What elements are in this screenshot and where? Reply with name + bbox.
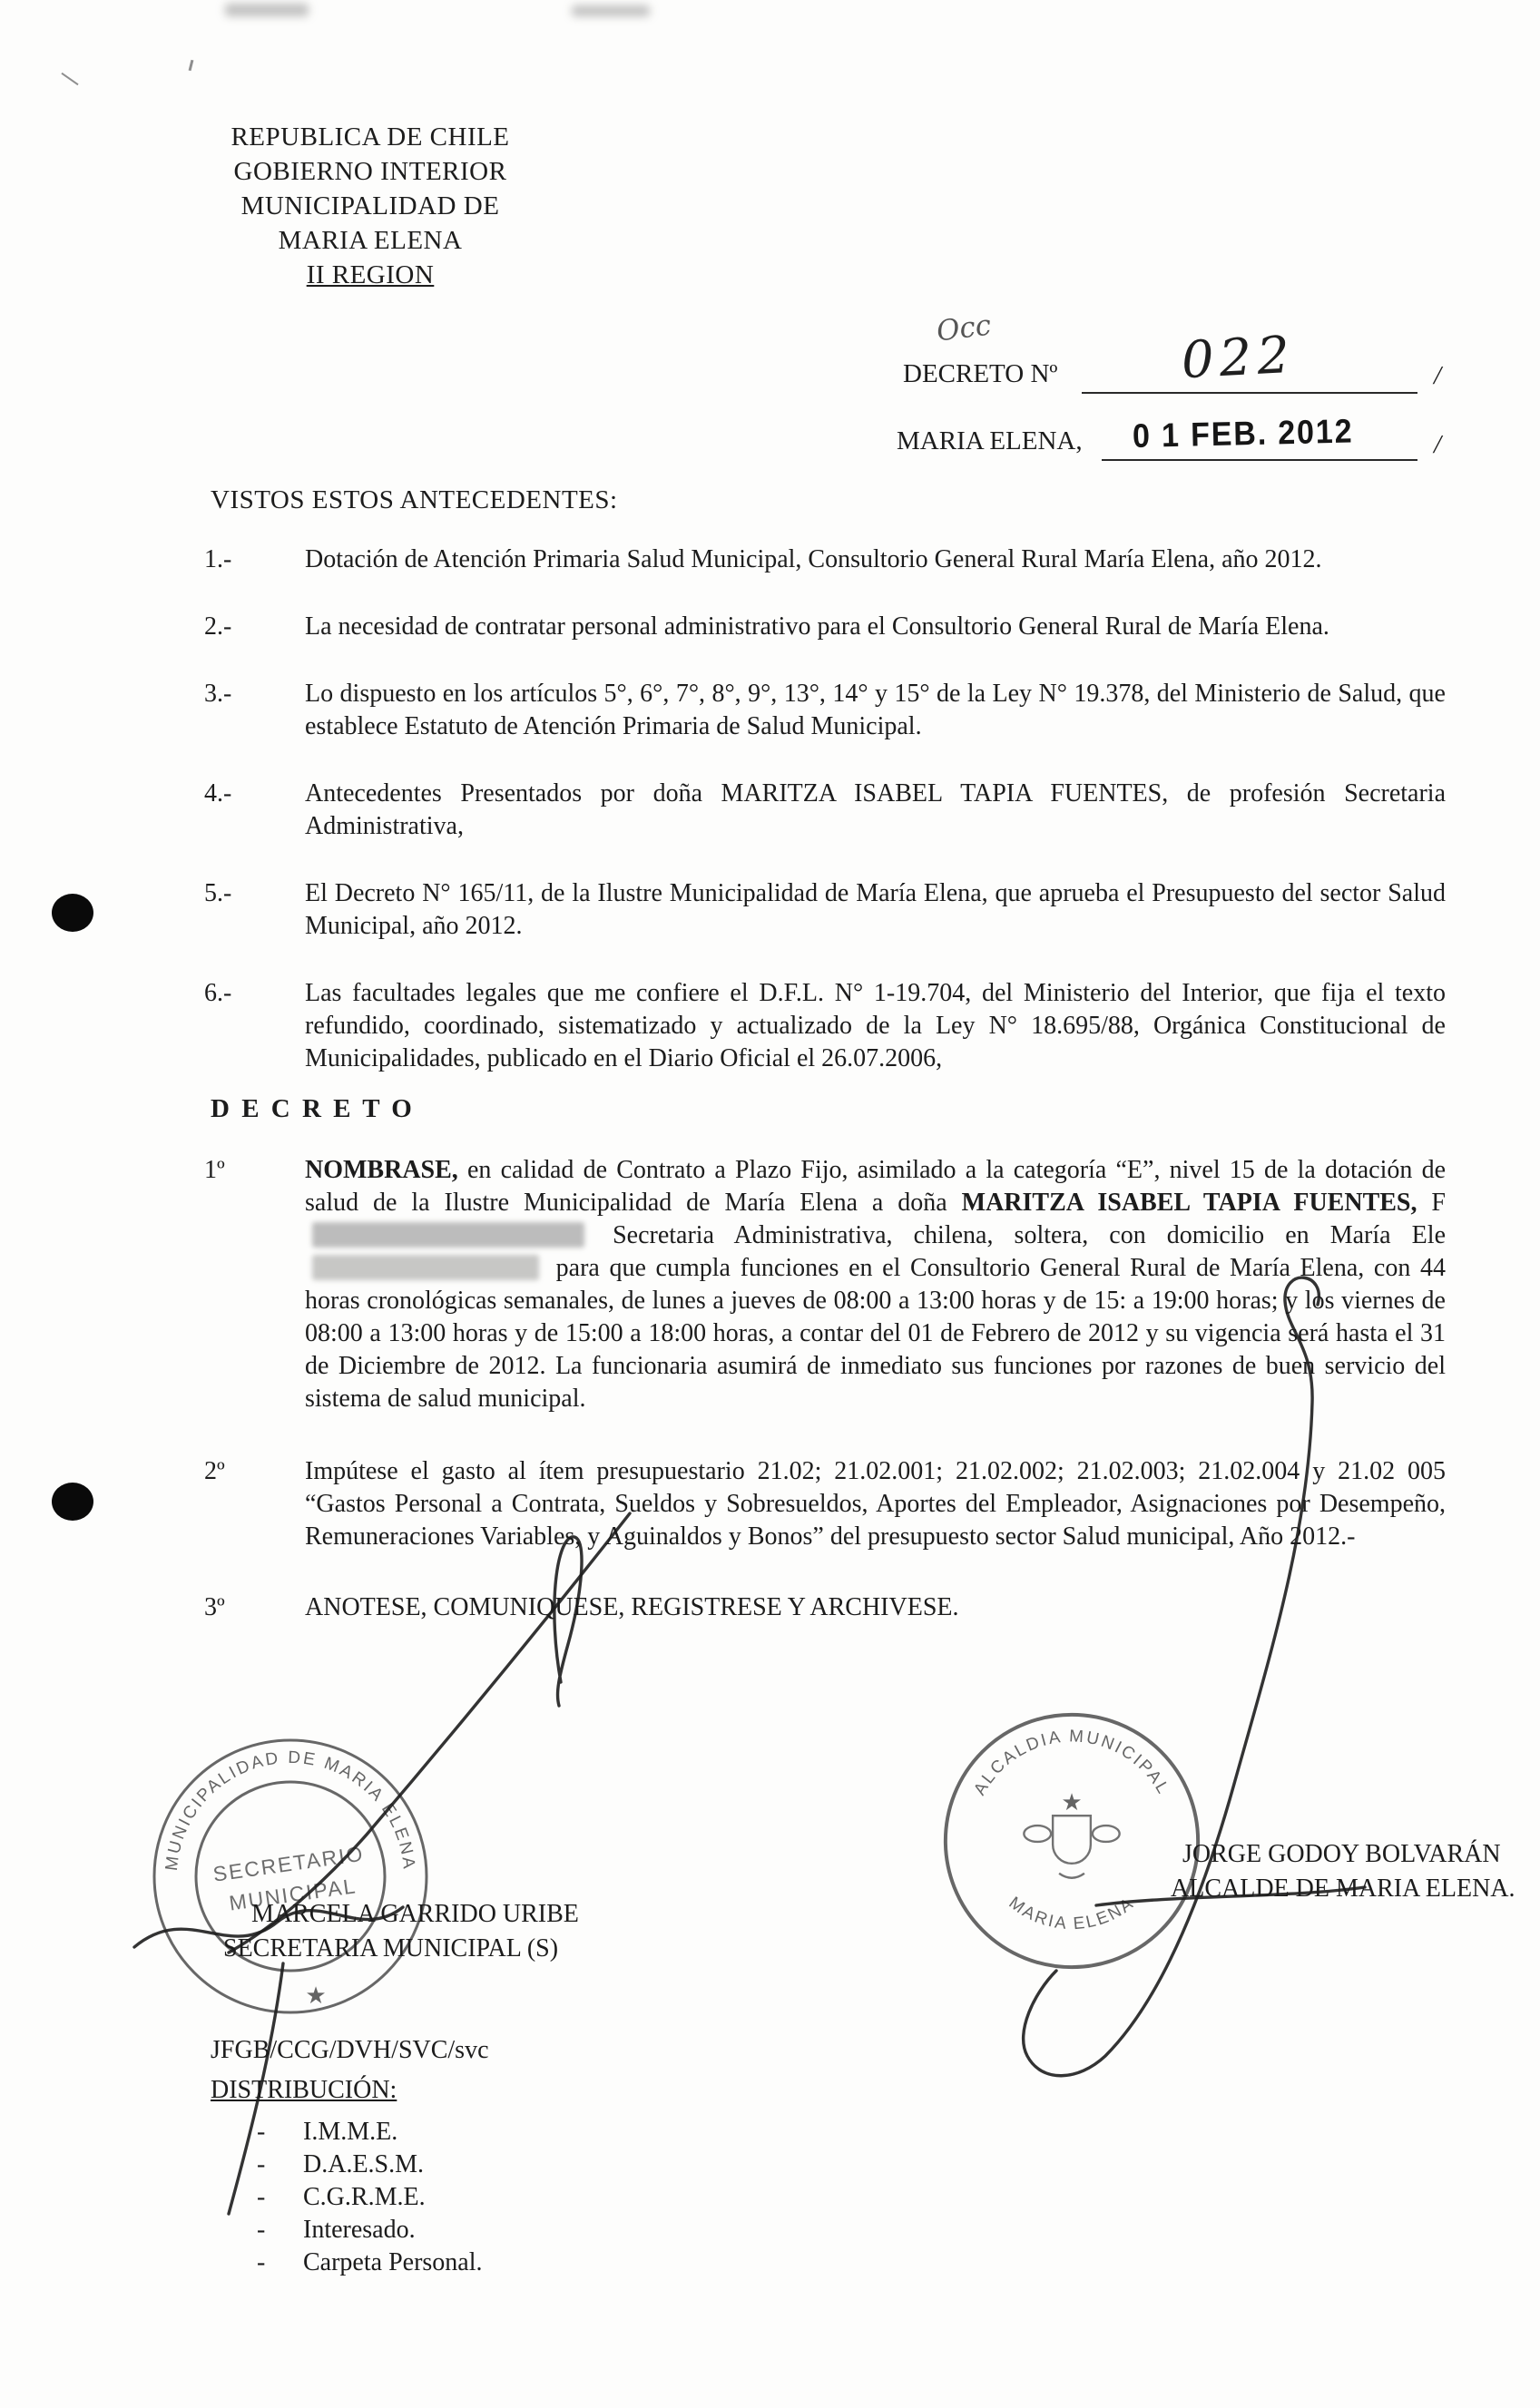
dash-bullet: - <box>257 2183 266 2211</box>
scan-artifact <box>572 5 650 16</box>
letterhead-line: MUNICIPALIDAD DE <box>240 191 500 220</box>
letterhead <box>216 120 525 292</box>
date-stamp: 0 1 FEB. 2012 <box>1132 412 1354 455</box>
stamp-inner-text: SECRETARIO <box>211 1841 366 1886</box>
hole-punch <box>52 894 93 932</box>
secretary-name: MARCELA GARRIDO URIBE <box>251 1900 579 1928</box>
item-text: La necesidad de contratar personal administrativo para el Consultorio General Rural de María Elena. <box>305 612 1329 641</box>
letterhead-line: GOBIERNO INTERIOR <box>233 157 507 186</box>
distribution-item <box>211 2246 489 2279</box>
resoluciones-list <box>204 1154 1446 1659</box>
scan-artifact <box>61 73 78 85</box>
municipal-secretary-stamp <box>136 1722 445 2031</box>
item-text: ANOTESE, COMUNIQUESE, REGISTRESE Y ARCHIVESE. <box>305 1593 959 1621</box>
letterhead-line: REPUBLICA DE CHILE <box>231 122 510 152</box>
footer-block <box>211 2034 489 2279</box>
distribution-item-label: Interesado. <box>303 2216 416 2244</box>
distribution-item <box>211 2149 489 2181</box>
redacted-text <box>312 1222 584 1248</box>
list-item <box>204 543 1446 576</box>
item-text: Las facultades legales que me confiere el D.F.L. N° 1-19.704, del Ministerio del Interior, que fija el texto refundido, coordinado, sistematizado y actualizado de la Ley N° 18.695/88, Orgánica Constitucional de Municipalidades, publicado en el Diario Oficial el 26.07.2006, <box>305 979 1446 1072</box>
stamp-bottom-text: MARIA ELENA <box>1005 1893 1139 1934</box>
handwritten-scribble: Occ <box>935 308 994 348</box>
item-text: Dotación de Atención Primaria Salud Municipal, Consultorio General Rural María Elena, año 2012. <box>305 545 1322 573</box>
letterhead-region-line: II REGION <box>306 260 435 289</box>
mayor-name: JORGE GODOY BOLVARÁN <box>1182 1840 1501 1868</box>
hole-punch <box>52 1483 93 1521</box>
item-number: 4.- <box>204 779 232 808</box>
vistos-heading: VISTOS ESTOS ANTECEDENTES: <box>211 485 618 514</box>
item-text: Impútese el gasto al ítem presupuestario 21.02; 21.02.001; 21.02.002; 21.02.003; 21.02.004 y 21.02 005 “Gastos Personal a Contrata, Sueldos y Sobresueldos, Aportes del Empleador, Asignaciones por Desempeño, Remuneraciones Variables, y Aguinaldos y Bonos” del presupuesto sector Salud municipal, Año 2012.- <box>305 1457 1446 1551</box>
body-text: Secretaria Administrativa, chilena, soltera, con domicilio en María Ele <box>592 1221 1446 1249</box>
item-text: El Decreto N° 165/11, de la Ilustre Municipalidad de María Elena, que aprueba el Presupuesto del sector Salud Municipal, año 2012. <box>305 879 1446 940</box>
decreto-number-label: DECRETO Nº <box>903 359 1058 388</box>
list-item <box>204 1591 1446 1624</box>
distribution-item-label: D.A.E.S.M. <box>303 2150 425 2178</box>
scan-artifact <box>225 4 309 16</box>
bold-text: MARITZA ISABEL TAPIA FUENTES, <box>961 1189 1417 1217</box>
antecedentes-list <box>204 543 1446 1110</box>
alcaldia-stamp <box>927 1697 1216 1985</box>
stamp-top-text: ALCALDIA MUNICIPAL <box>970 1727 1173 1799</box>
distribution-item <box>211 2214 489 2246</box>
handwritten-decreto-number: 022 <box>1180 325 1297 391</box>
item-number: 6.- <box>204 979 232 1007</box>
item-number: 2º <box>204 1457 225 1485</box>
item-number: 2.- <box>204 612 232 641</box>
slash-mark: / <box>1434 361 1442 390</box>
item-number: 3º <box>204 1593 225 1621</box>
stamp-inner-text: MUNICIPAL <box>227 1874 358 1915</box>
stamp-ring-text: MUNICIPALIDAD DE MARIA ELENA <box>162 1747 419 1873</box>
distribution-item <box>211 2181 489 2214</box>
distribution-item <box>211 2116 489 2149</box>
list-item <box>204 877 1446 943</box>
scan-artifact <box>189 60 194 71</box>
item-number: 5.- <box>204 879 232 907</box>
distribution-item-label: I.M.M.E. <box>303 2118 398 2146</box>
letterhead-line: MARIA ELENA <box>278 226 463 255</box>
distribution-heading: DISTRIBUCIÓN: <box>211 2076 397 2104</box>
slash-mark: / <box>1434 430 1442 459</box>
item-text: Lo dispuesto en los artículos 5°, 6°, 7°, 8°, 9°, 13°, 14° y 15° de la Ley N° 19.378, del Ministerio de Salud, que establece Estatuto de Atención Primaria de Salud Municipal. <box>305 680 1446 740</box>
distribution-item-label: Carpeta Personal. <box>303 2248 483 2276</box>
item-text: Antecedentes Presentados por doña MARITZA ISABEL TAPIA FUENTES, de profesión Secretaria Administrativa, <box>305 779 1446 840</box>
list-item <box>204 1154 1446 1415</box>
star-icon: ★ <box>305 1982 327 2009</box>
list-item <box>204 977 1446 1075</box>
svg-text:★: ★ <box>1061 1789 1083 1816</box>
bold-text: NOMBRASE, <box>305 1156 458 1184</box>
distribution-item-label: C.G.R.M.E. <box>303 2183 426 2211</box>
mayor-title: ALCALDE DE MARIA ELENA. <box>1171 1875 1515 1903</box>
item-number: 3.- <box>204 680 232 708</box>
place-date-label: MARIA ELENA, <box>897 426 1083 455</box>
dash-bullet: - <box>257 2150 266 2178</box>
list-item <box>204 611 1446 643</box>
drafting-initials: JFGB/CCG/DVH/SVC/svc <box>211 2036 489 2064</box>
body-text: en calidad de Contrato a Plazo Fijo, asimilado a la categoría “E”, nivel 15 de la dotación de salud de la Ilustre Municipalidad de María Elena a doña <box>305 1156 1446 1217</box>
secretary-title: SECRETARIA MUNICIPAL (S) <box>223 1934 559 1963</box>
list-item <box>204 778 1446 843</box>
decreto-heading: D E C R E T O <box>211 1094 415 1123</box>
dash-bullet: - <box>257 2118 266 2146</box>
svg-text:MARIA ELENA <box>1005 1894 1139 1933</box>
item-number: 1.- <box>204 545 232 573</box>
item-text <box>305 1154 1446 1415</box>
list-item <box>204 678 1446 743</box>
dash-bullet: - <box>257 2248 266 2276</box>
body-text: F <box>1417 1189 1446 1217</box>
body-text: para que cumpla funciones en el Consultorio General Rural de María Elena, con 44 horas cronológicas semanales, de lunes a jueves de 08:00 a 13:00 horas y de 15: a 19:00 horas; y los viernes de 08:00 a 13:00 horas y de 15:00 a 18:00 horas, a contar del 01 de Febrero de 2012 y su vigencia será hasta el 31 de Diciembre de 2012. La funcionaria asumirá de inmediato sus funciones por razones de buen servicio del sistema de salud municipal. <box>305 1254 1446 1413</box>
redacted-text <box>312 1255 539 1280</box>
list-item <box>204 1455 1446 1553</box>
item-number: 1º <box>204 1156 225 1184</box>
dash-bullet: - <box>257 2216 266 2244</box>
coat-of-arms-icon <box>1024 1789 1119 1878</box>
